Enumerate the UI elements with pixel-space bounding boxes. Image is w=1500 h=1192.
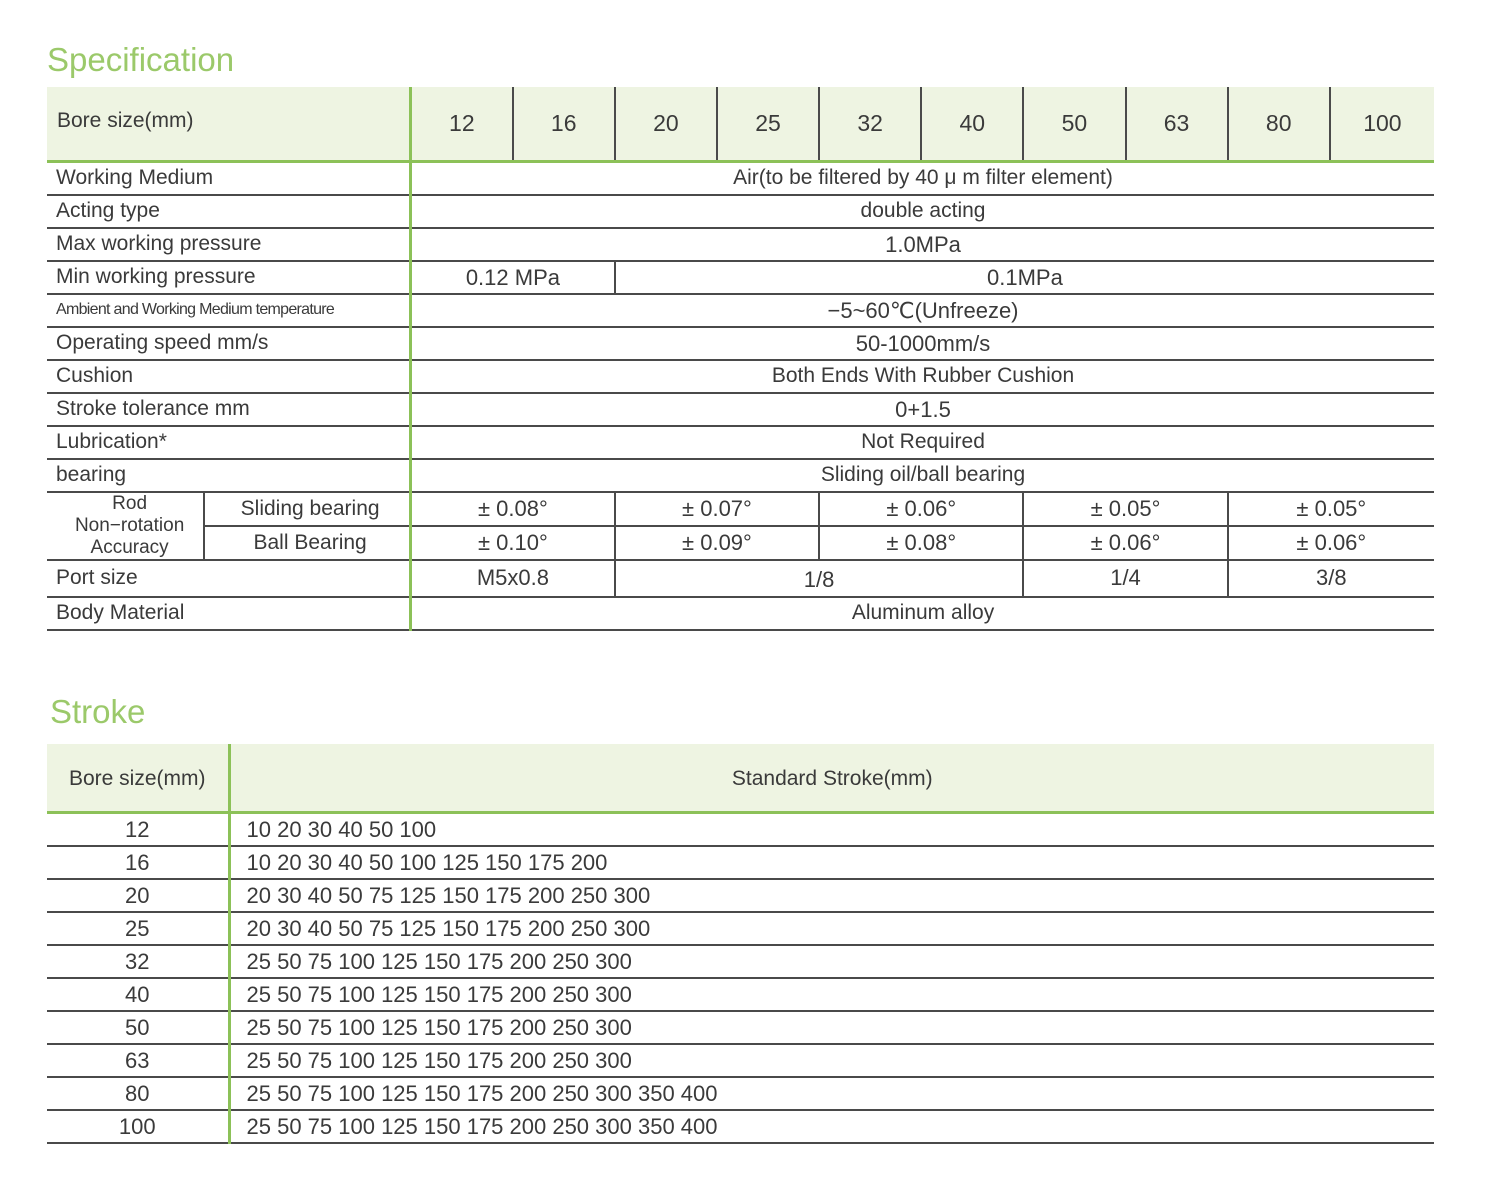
bore-cell: 100 bbox=[1330, 87, 1434, 162]
acting-type-value: double acting bbox=[411, 195, 1434, 228]
sliding-bearing-label: Sliding bearing bbox=[204, 492, 410, 526]
table-row bbox=[47, 560, 1434, 597]
sliding-accuracy-cell: ± 0.06° bbox=[819, 492, 1023, 526]
ball-accuracy-cell: ± 0.10° bbox=[411, 526, 615, 560]
table-row bbox=[47, 597, 1434, 630]
table-row bbox=[47, 526, 1434, 560]
body-material-value: Aluminum alloy bbox=[411, 597, 1434, 630]
stroke-tolerance-value: 0+1.5 bbox=[411, 393, 1434, 426]
table-row bbox=[47, 978, 1434, 1011]
ball-accuracy-cell: ± 0.09° bbox=[615, 526, 819, 560]
bore-size-cell: 63 bbox=[47, 1044, 229, 1077]
standard-stroke-cell: 10 20 30 40 50 100 125 150 175 200 bbox=[229, 846, 1434, 879]
acting-type-label: Acting type bbox=[47, 195, 411, 228]
port-size-cell: 3/8 bbox=[1228, 560, 1434, 597]
port-size-cell: M5x0.8 bbox=[411, 560, 615, 597]
bore-size-cell: 80 bbox=[47, 1077, 229, 1110]
table-row bbox=[47, 261, 1434, 294]
stroke-header-row bbox=[47, 744, 1434, 813]
table-row bbox=[47, 945, 1434, 978]
bearing-value: Sliding oil/ball bearing bbox=[411, 459, 1434, 492]
standard-stroke-cell: 20 30 40 50 75 125 150 175 200 250 300 bbox=[229, 879, 1434, 912]
standard-stroke-header: Standard Stroke(mm) bbox=[229, 744, 1434, 813]
table-row bbox=[47, 360, 1434, 393]
bore-size-cell: 12 bbox=[47, 813, 229, 847]
stroke-table bbox=[47, 744, 1434, 1144]
table-row bbox=[47, 459, 1434, 492]
rod-label-line: Non−rotation bbox=[74, 514, 185, 536]
table-row bbox=[47, 813, 1434, 847]
table-row bbox=[47, 426, 1434, 459]
stroke-tolerance-label: Stroke tolerance mm bbox=[47, 393, 411, 426]
bore-size-cell: 20 bbox=[47, 879, 229, 912]
bore-cell: 50 bbox=[1023, 87, 1125, 162]
cushion-value: Both Ends With Rubber Cushion bbox=[411, 360, 1434, 393]
temperature-label: Ambient and Working Medium temperature bbox=[47, 294, 411, 327]
table-row bbox=[47, 846, 1434, 879]
standard-stroke-cell: 10 20 30 40 50 100 bbox=[229, 813, 1434, 847]
table-row bbox=[47, 393, 1434, 426]
bore-cell: 16 bbox=[513, 87, 615, 162]
rod-label-line: Rod bbox=[112, 493, 148, 514]
lubrication-value: Not Required bbox=[411, 426, 1434, 459]
bore-size-cell: 16 bbox=[47, 846, 229, 879]
working-medium-label: Working Medium bbox=[47, 162, 411, 196]
standard-stroke-cell: 20 30 40 50 75 125 150 175 200 250 300 bbox=[229, 912, 1434, 945]
table-row bbox=[47, 879, 1434, 912]
table-row bbox=[47, 162, 1434, 196]
standard-stroke-cell: 25 50 75 100 125 150 175 200 250 300 bbox=[229, 978, 1434, 1011]
bore-cell: 12 bbox=[411, 87, 513, 162]
speed-value: 50-1000mm/s bbox=[411, 327, 1434, 360]
bore-cell: 32 bbox=[819, 87, 921, 162]
table-row bbox=[47, 327, 1434, 360]
sliding-accuracy-cell: ± 0.05° bbox=[1023, 492, 1227, 526]
min-pressure-small-bore-value: 0.12 MPa bbox=[411, 261, 615, 294]
table-row bbox=[47, 492, 1434, 526]
bore-size-cell: 32 bbox=[47, 945, 229, 978]
rod-accuracy-label bbox=[47, 492, 204, 560]
bore-size-cell: 40 bbox=[47, 978, 229, 1011]
bore-size-cell: 100 bbox=[47, 1110, 229, 1143]
specification-table bbox=[47, 87, 1434, 631]
table-row bbox=[47, 1044, 1434, 1077]
sliding-accuracy-cell: ± 0.07° bbox=[615, 492, 819, 526]
standard-stroke-cell: 25 50 75 100 125 150 175 200 250 300 350 400 bbox=[229, 1077, 1434, 1110]
working-medium-value: Air(to be filtered by 40 μ m filter element) bbox=[411, 162, 1434, 196]
bore-size-header-row bbox=[47, 87, 1434, 162]
ball-accuracy-cell: ± 0.06° bbox=[1228, 526, 1434, 560]
bore-size-label: Bore size(mm) bbox=[47, 87, 411, 162]
body-material-label: Body Material bbox=[47, 597, 411, 630]
lubrication-label: Lubrication* bbox=[47, 426, 411, 459]
port-size-label: Port size bbox=[47, 560, 411, 597]
cushion-label: Cushion bbox=[47, 360, 411, 393]
rod-label-line: Accuracy bbox=[90, 536, 169, 558]
ball-accuracy-cell: ± 0.06° bbox=[1023, 526, 1227, 560]
table-row bbox=[47, 1110, 1434, 1143]
max-pressure-label: Max working pressure bbox=[47, 228, 411, 261]
bore-size-cell: 50 bbox=[47, 1011, 229, 1044]
table-row bbox=[47, 228, 1434, 261]
standard-stroke-cell: 25 50 75 100 125 150 175 200 250 300 bbox=[229, 1011, 1434, 1044]
table-row bbox=[47, 195, 1434, 228]
bore-size-cell: 25 bbox=[47, 912, 229, 945]
standard-stroke-cell: 25 50 75 100 125 150 175 200 250 300 350 400 bbox=[229, 1110, 1434, 1143]
bearing-label: bearing bbox=[47, 459, 411, 492]
port-size-cell: 1/8 bbox=[615, 560, 1024, 597]
standard-stroke-cell: 25 50 75 100 125 150 175 200 250 300 bbox=[229, 1044, 1434, 1077]
speed-label: Operating speed mm/s bbox=[47, 327, 411, 360]
bore-cell: 25 bbox=[717, 87, 819, 162]
min-pressure-label: Min working pressure bbox=[47, 261, 411, 294]
table-row bbox=[47, 294, 1434, 327]
standard-stroke-cell: 25 50 75 100 125 150 175 200 250 300 bbox=[229, 945, 1434, 978]
table-row bbox=[47, 1077, 1434, 1110]
table-row bbox=[47, 912, 1434, 945]
bore-cell: 20 bbox=[615, 87, 717, 162]
specification-title: Specification bbox=[47, 41, 235, 78]
bore-size-header: Bore size(mm) bbox=[47, 744, 229, 813]
table-row bbox=[47, 1011, 1434, 1044]
bore-cell: 40 bbox=[921, 87, 1023, 162]
ball-accuracy-cell: ± 0.08° bbox=[819, 526, 1023, 560]
sliding-accuracy-cell: ± 0.05° bbox=[1228, 492, 1434, 526]
port-size-cell: 1/4 bbox=[1023, 560, 1227, 597]
min-pressure-value: 0.1MPa bbox=[615, 261, 1434, 294]
stroke-title: Stroke bbox=[50, 693, 146, 730]
temperature-value: −5~60℃(Unfreeze) bbox=[411, 294, 1434, 327]
max-pressure-value: 1.0MPa bbox=[411, 228, 1434, 261]
sliding-accuracy-cell: ± 0.08° bbox=[411, 492, 615, 526]
ball-bearing-label: Ball Bearing bbox=[204, 526, 410, 560]
bore-cell: 80 bbox=[1228, 87, 1330, 162]
bore-cell: 63 bbox=[1126, 87, 1228, 162]
